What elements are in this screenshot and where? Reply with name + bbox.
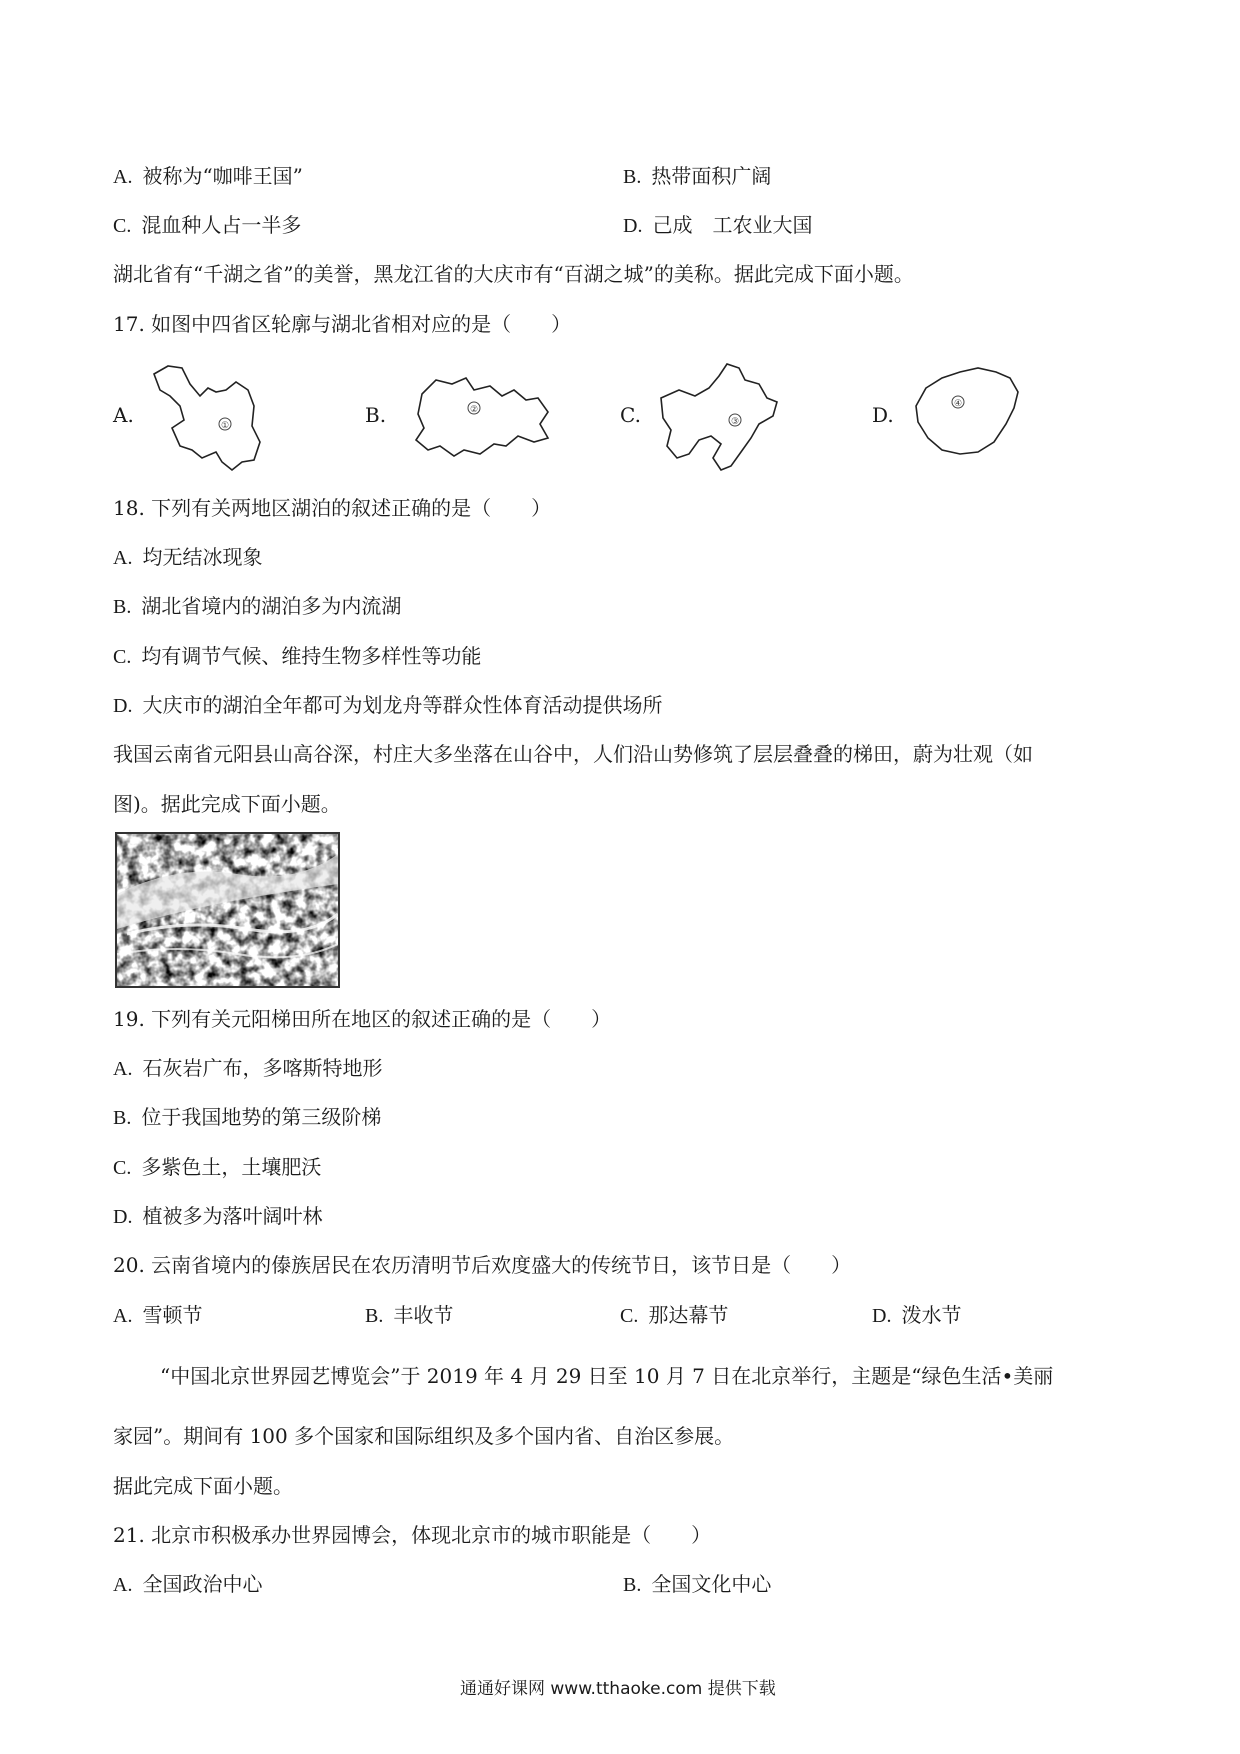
map-marker-c: ③: [730, 417, 740, 427]
q20-option-a: [113, 1299, 202, 1328]
option-label: C.: [113, 215, 132, 237]
option-text: 位于我国地势的第三级阶梯: [141, 1105, 382, 1129]
intro-expo-line1: “中国北京世界园艺博览会”于 2019 年 4 月 29 日至 10 月 7 日在北京举行，主题是“绿色生活•美丽: [160, 1364, 1054, 1388]
q19-stem: 19. 下列有关元阳梯田所在地区的叙述正确的是（ ）: [113, 1007, 612, 1031]
terraced-fields-photo: [115, 832, 340, 988]
q20-option-d: [872, 1299, 961, 1328]
q16-option-b: [623, 160, 771, 189]
option-text: 己成 工农业大国: [652, 213, 813, 237]
option-label: B.: [623, 1574, 642, 1596]
q19-option-a: [113, 1052, 382, 1081]
option-label: B.: [623, 166, 642, 188]
q17-option-c-label: C.: [620, 403, 641, 427]
option-text: 混血种人占一半多: [141, 213, 302, 237]
q17-option-b-label: B.: [365, 403, 387, 427]
q16-option-d: [623, 209, 812, 238]
option-text: 湖北省境内的湖泊多为内流湖: [141, 594, 402, 618]
q20-stem: 20. 云南省境内的傣族居民在农历清明节后欢度盛大的传统节日，该节日是（ ）: [113, 1253, 852, 1277]
q20-option-c: [620, 1299, 728, 1328]
option-text: 多紫色土，土壤肥沃: [141, 1155, 322, 1179]
map-marker-d: ④: [953, 399, 963, 409]
option-text: 均无结冰现象: [142, 545, 263, 569]
q17-stem: 17. 如图中四省区轮廓与湖北省相对应的是（ ）: [113, 312, 572, 336]
intro-expo-line2: 家园”。期间有 100 多个国家和国际组织及多个国内省、自治区参展。: [113, 1424, 735, 1448]
option-label: A.: [113, 166, 133, 188]
option-text: 大庆市的湖泊全年都可为划龙舟等群众性体育活动提供场所: [142, 693, 663, 717]
option-text: 丰收节: [393, 1303, 454, 1327]
option-label: C.: [113, 646, 132, 668]
option-label: C.: [113, 1157, 132, 1179]
terraced-fields-image: [117, 834, 338, 986]
option-text: 均有调节气候、维持生物多样性等功能: [141, 644, 482, 668]
q20-option-b: [365, 1299, 453, 1328]
option-label: D.: [623, 215, 643, 237]
q18-stem: 18. 下列有关两地区湖泊的叙述正确的是（ ）: [113, 496, 552, 520]
q19-option-d: [113, 1200, 322, 1229]
option-text: 那达幕节: [648, 1303, 729, 1327]
q18-option-a: [113, 541, 262, 570]
q21-option-b: [623, 1568, 771, 1597]
q17-option-a-label: A.: [113, 403, 134, 427]
map-marker-b: ②: [469, 405, 479, 415]
q21-stem: 21. 北京市积极承办世界园博会，体现北京市的城市职能是（ ）: [113, 1523, 712, 1547]
option-text: 全国文化中心: [651, 1572, 772, 1596]
option-label: C.: [620, 1305, 639, 1327]
map-outline-c: [655, 358, 785, 478]
q21-option-a: [113, 1568, 262, 1597]
map-marker-a: ①: [220, 421, 230, 431]
map-outline-d: [908, 362, 1023, 462]
q18-option-c: [113, 640, 481, 669]
q17-option-d-label: D.: [872, 403, 894, 427]
page-footer: 通通好课网 www.tthaoke.com 提供下载: [460, 1679, 776, 1699]
option-label: D.: [113, 695, 133, 717]
option-label: A.: [113, 1058, 133, 1080]
map-outline-a: [150, 362, 280, 477]
option-label: A.: [113, 1574, 133, 1596]
option-text: 雪顿节: [142, 1303, 203, 1327]
q19-option-c: [113, 1151, 321, 1180]
option-text: 全国政治中心: [142, 1572, 263, 1596]
option-label: B.: [113, 596, 132, 618]
option-label: D.: [113, 1206, 133, 1228]
map-outline-b: [410, 372, 555, 464]
option-text: 石灰岩广布，多喀斯特地形: [142, 1056, 383, 1080]
option-label: A.: [113, 1305, 133, 1327]
option-label: B.: [365, 1305, 384, 1327]
q16-option-a: [113, 160, 303, 189]
option-text: 植被多为落叶阔叶林: [142, 1204, 323, 1228]
q16-option-c: [113, 209, 301, 238]
q18-option-b: [113, 590, 401, 619]
option-text: 热带面积广阔: [651, 164, 772, 188]
option-label: A.: [113, 547, 133, 569]
q19-option-b: [113, 1101, 381, 1130]
option-text: 泼水节: [901, 1303, 962, 1327]
intro-yuanyang-line1: 我国云南省元阳县山高谷深，村庄大多坐落在山谷中，人们沿山势修筑了层层叠叠的梯田，蔚为壮观（如: [113, 742, 1033, 766]
option-label: D.: [872, 1305, 892, 1327]
q18-option-d: [113, 689, 662, 718]
intro-expo-line3: 据此完成下面小题。: [113, 1474, 293, 1498]
option-label: B.: [113, 1107, 132, 1129]
intro-yuanyang-line2: 图)。据此完成下面小题。: [113, 792, 341, 816]
intro-lakes: 湖北省有“千湖之省”的美誉，黑龙江省的大庆市有“百湖之城”的美称。据此完成下面小题。: [113, 262, 914, 286]
option-text: 被称为“咖啡王国”: [142, 164, 303, 188]
